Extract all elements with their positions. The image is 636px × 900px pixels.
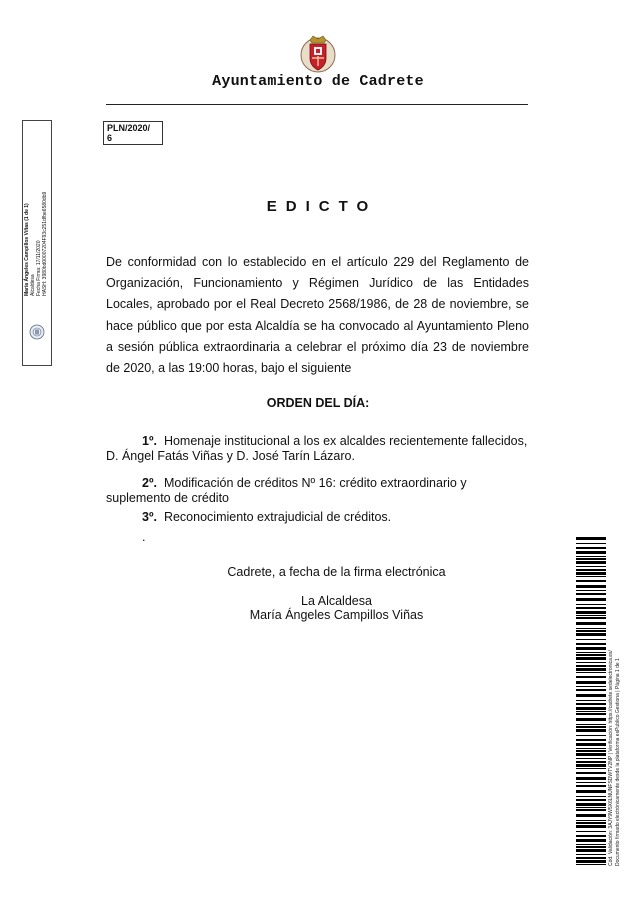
agenda-title: ORDEN DEL DÍA: — [266, 396, 370, 410]
validation-line-1: Cód. Validación: 3AJY9W5X6LNUNFSDWTV2NP | Verificación: https://cadrete.sedelectronica.es/ — [608, 650, 614, 866]
header-divider — [106, 104, 528, 105]
seal-icon — [29, 324, 45, 340]
agenda-item-number: 2º. — [142, 476, 157, 490]
agenda-item-text: Modificación de créditos Nº 16: crédito extraordinario y suplemento de crédito — [106, 476, 467, 505]
body-paragraph: De conformidad con lo establecido en el artículo 229 del Reglamento de Organización, Funcionamiento y Régimen Jurídico de las Entidades Locales, aprobado por el Real Decreto 2568/1986, de 28 de noviembre, se hace público que por esta Alcaldía se ha convocado al Ayuntamiento Pleno a sesión pública extraordinaria a celebrar el próximo día 23 de noviembre de 2020, a las 19:00 horas, bajo el siguiente — [106, 255, 529, 376]
signature-date: Fecha Firma: 17/11/2020 — [36, 240, 42, 296]
validation-line-2: Documento firmado electrónicamente desde la plataforma esPublico Gestiona | Página 1 de 1 — [615, 658, 621, 866]
signer-name: María Ángeles Campillos Viñas (1 de 1) — [24, 203, 30, 296]
signer-role: Alcaldesa — [30, 274, 36, 296]
agenda-item-text: Reconocimiento extrajudicial de créditos. — [163, 510, 392, 524]
signer-name-closing: María Ángeles Campillos Viñas — [249, 608, 424, 622]
reference-line-2: 6 — [107, 133, 113, 143]
agenda-item-2 — [106, 476, 530, 505]
signer-title: La Alcaldesa — [301, 594, 372, 608]
signature-hash: HASH: 3980bd00007204F93c251dfbe6580db9 — [42, 191, 48, 296]
barcode-icon — [576, 537, 606, 867]
validation-text — [608, 566, 622, 866]
place-date: Cadrete, a fecha de la firma electrónica — [227, 565, 446, 579]
reference-box — [103, 121, 163, 145]
agenda-item-text: Homenaje institucional a los ex alcaldes recientemente fallecidos, D. Ángel Fatás Viñas y D. José Tarín Lázaro. — [106, 434, 528, 463]
agenda-item-1 — [106, 434, 530, 463]
municipality-name: Ayuntamiento de Cadrete — [212, 73, 424, 90]
reference-line-1: PLN/2020/ — [107, 123, 151, 133]
agenda-item-number: 3º. — [142, 510, 157, 524]
trailing-dot: . — [142, 530, 146, 544]
municipal-crest-icon — [299, 34, 337, 74]
agenda-item-number: 1º. — [142, 434, 157, 448]
agenda-item-3 — [106, 510, 530, 525]
document-title: EDICTO — [266, 198, 378, 215]
